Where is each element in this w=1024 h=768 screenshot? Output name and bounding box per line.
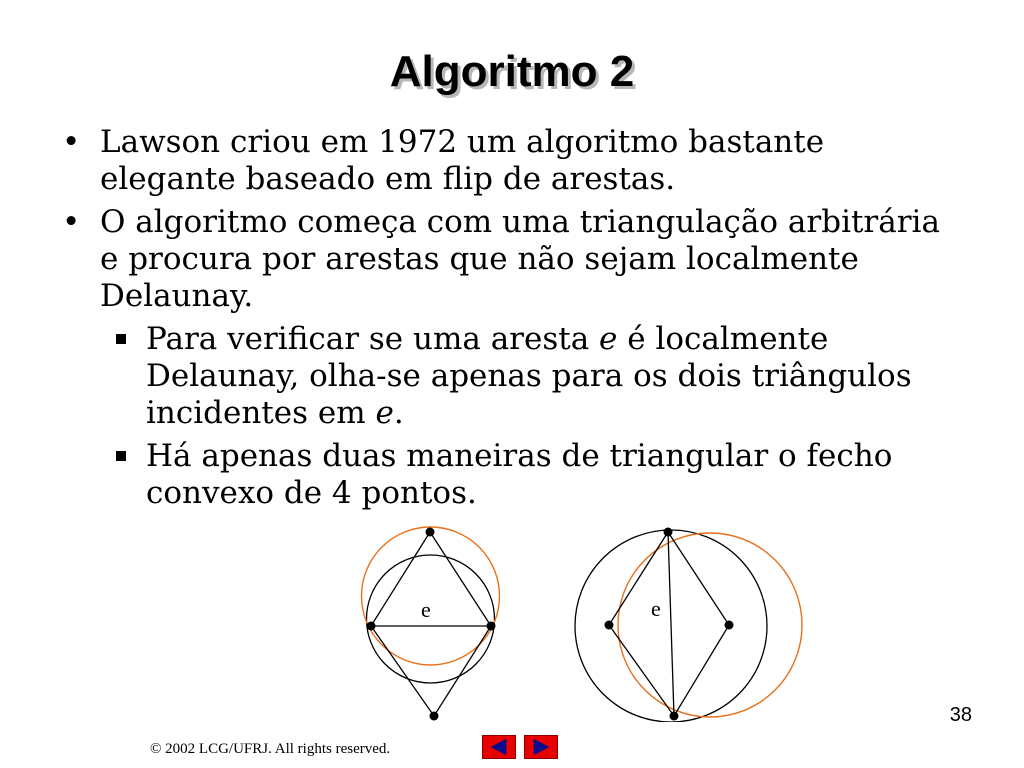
square-bullet-icon bbox=[116, 334, 126, 344]
copyright-text: 2002 LCG/UFRJ. All rights reserved. bbox=[161, 741, 391, 757]
bullet-2-text: O algoritmo começa com uma triangulação arbitrária e procura por arestas que não sejam localmente Delaunay. bbox=[100, 204, 940, 314]
left-arrow-icon bbox=[483, 736, 515, 758]
vertex-point bbox=[426, 528, 435, 537]
bullet-dot: • bbox=[62, 204, 81, 240]
bullet-1-text: Lawson criou em 1972 um algoritmo bastante elegante baseado em flip de arestas. bbox=[100, 124, 825, 197]
subbullet-1-part2: é localmente Delaunay, olha-se apenas para os dois triângulos incidentes em bbox=[146, 321, 912, 431]
vertex-point bbox=[725, 621, 734, 630]
slide-body bbox=[62, 124, 962, 518]
bullet-2 bbox=[62, 204, 962, 315]
vertex-point bbox=[367, 622, 376, 631]
copyright-footer bbox=[150, 741, 450, 758]
edge-variable: e bbox=[375, 395, 394, 431]
circumcircle-orange bbox=[618, 533, 802, 717]
figure-svg bbox=[355, 522, 815, 722]
vertex-point bbox=[487, 622, 496, 631]
subbullet-1 bbox=[146, 321, 962, 432]
vertex-point bbox=[664, 528, 673, 537]
bullet-dot: • bbox=[62, 124, 81, 160]
vertex-point bbox=[605, 621, 614, 630]
next-slide-button[interactable] bbox=[524, 735, 558, 759]
edge-label-left: e bbox=[421, 597, 431, 622]
subbullet-1-part1: Para verificar se uma aresta bbox=[146, 321, 600, 357]
vertex-point bbox=[670, 712, 679, 721]
copyright-symbol: © bbox=[150, 741, 162, 757]
right-arrow-icon bbox=[525, 736, 557, 758]
subbullet-2 bbox=[146, 438, 962, 512]
diagonal-edge bbox=[668, 532, 674, 716]
page-number: 38 bbox=[949, 704, 972, 726]
bullet-1 bbox=[62, 124, 962, 198]
vertex-point bbox=[430, 712, 439, 721]
previous-slide-button[interactable] bbox=[482, 735, 516, 759]
left-configuration bbox=[362, 527, 500, 721]
subbullet-2-text: Há apenas duas maneiras de triangular o fecho convexo de 4 pontos. bbox=[146, 438, 893, 511]
delaunay-flip-figure bbox=[355, 522, 815, 722]
edge-label-right: e bbox=[651, 596, 661, 621]
right-configuration bbox=[575, 528, 802, 723]
quad-outline bbox=[371, 532, 491, 716]
edge-variable: e bbox=[599, 321, 618, 357]
square-bullet-icon bbox=[116, 451, 126, 461]
slide-title: Algoritmo 2 bbox=[389, 47, 635, 96]
subbullet-1-part3: . bbox=[393, 395, 404, 431]
